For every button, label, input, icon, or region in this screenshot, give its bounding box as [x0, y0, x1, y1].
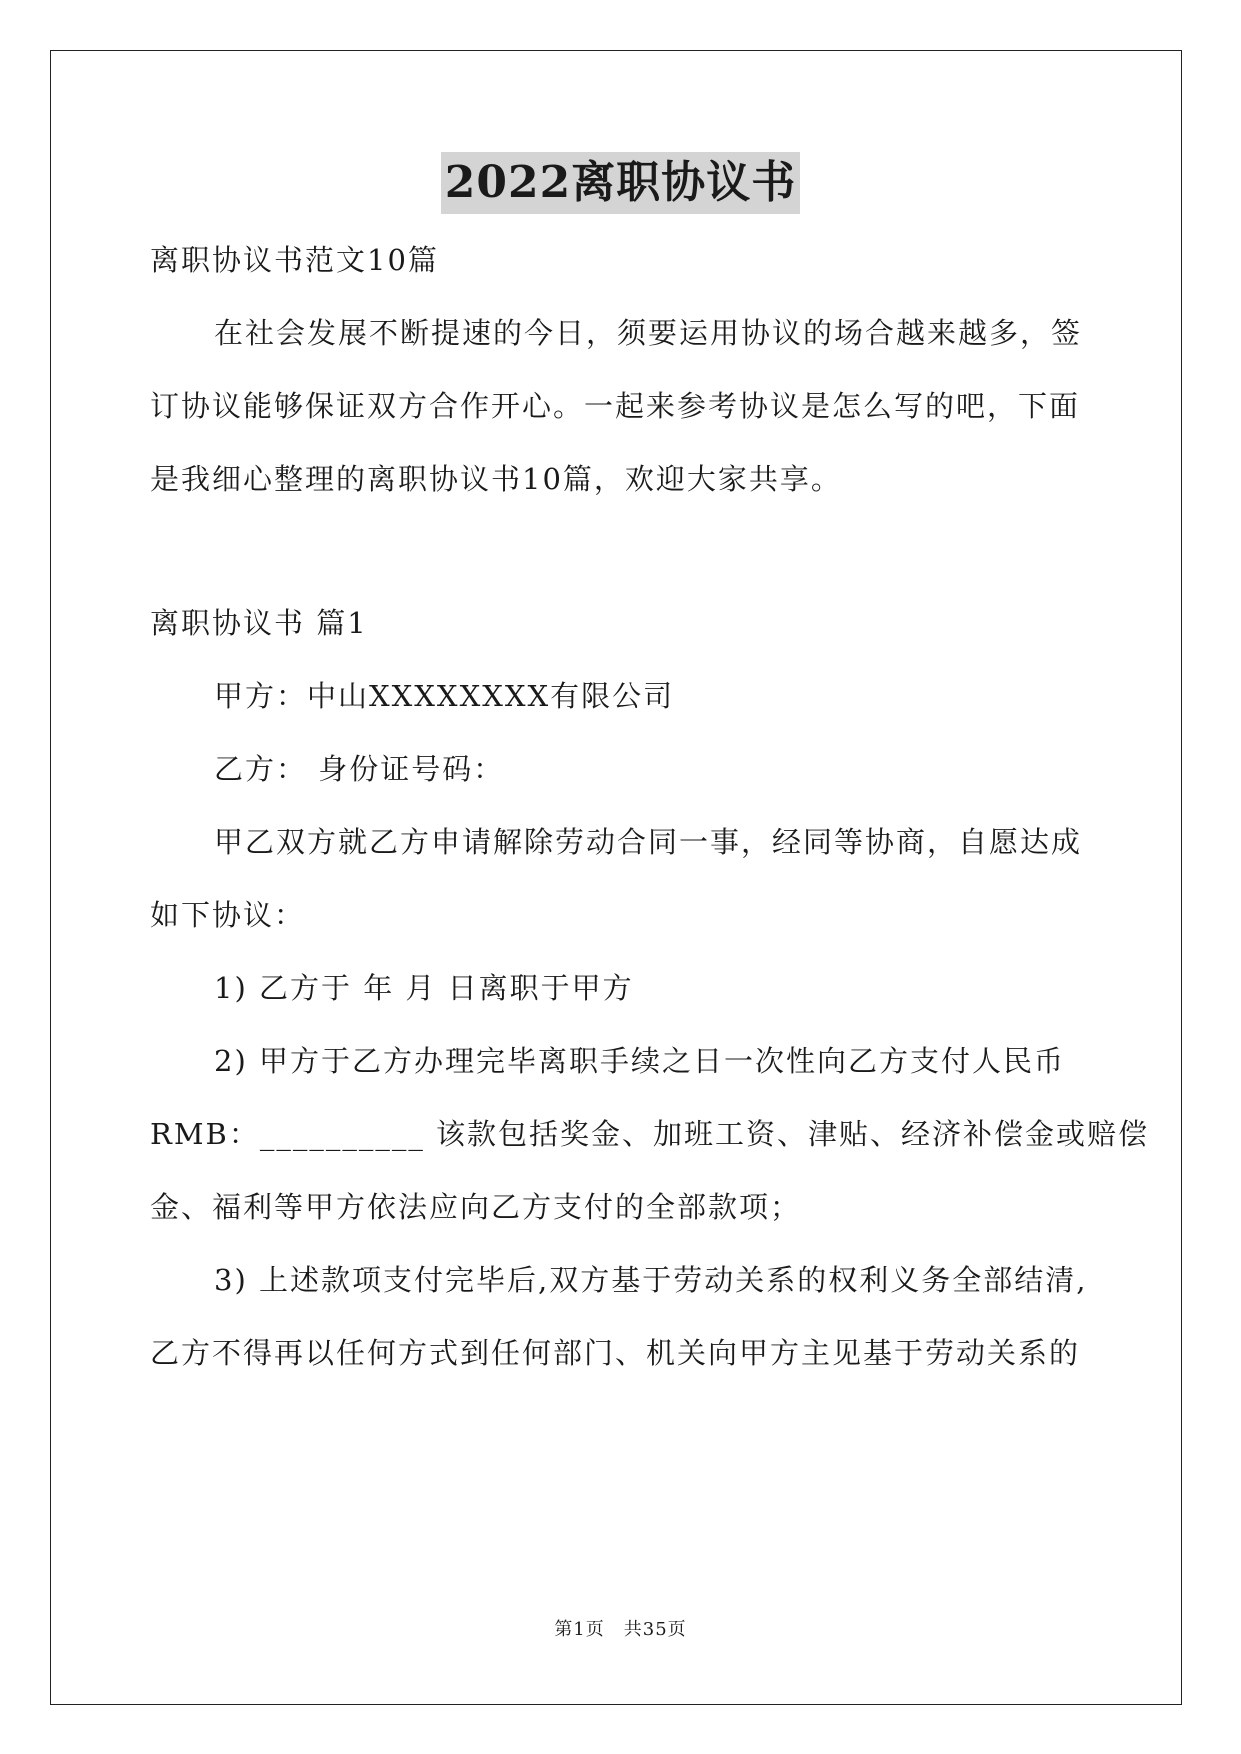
document-subtitle: 离职协议书范文10篇 — [150, 243, 439, 277]
intro-line-1: 在社会发展不断提速的今日，须要运用协议的场合越来越多，签 — [214, 316, 1083, 350]
page-footer: 第1页 共35页 — [554, 1619, 687, 1640]
document-title: 2022离职协议书 — [441, 152, 800, 214]
intro-line-2: 订协议能够保证双方合作开心。一起来参考协议是怎么写的吧，下面 — [150, 389, 1081, 423]
party-a-line: 甲方：中山XXXXXXXX有限公司 — [214, 679, 675, 713]
party-b-line: 乙方： 身份证号码： — [214, 752, 505, 786]
clause-2-line-2: RMB：__________ 该款包括奖金、加班工资、津贴、经济补偿金或赔偿 — [150, 1117, 1150, 1151]
title-container — [0, 152, 1241, 214]
agreement-intro-line-1: 甲乙双方就乙方申请解除劳动合同一事，经同等协商，自愿达成 — [214, 825, 1083, 859]
page-border — [50, 50, 1182, 1705]
agreement-intro-line-2: 如下协议： — [150, 898, 306, 932]
clause-3-line-1: 3) 上述款项支付完毕后,双方基于劳动关系的权利义务全部结清, — [214, 1263, 1088, 1297]
intro-line-3: 是我细心整理的离职协议书10篇，欢迎大家共享。 — [150, 462, 842, 496]
clause-3-line-2: 乙方不得再以任何方式到任何部门、机关向甲方主见基于劳动关系的 — [150, 1336, 1081, 1370]
clause-2-line-1: 2) 甲方于乙方办理完毕离职手续之日一次性向乙方支付人民币 — [214, 1044, 1065, 1078]
section-heading: 离职协议书 篇1 — [150, 606, 368, 640]
clause-1: 1) 乙方于 年 月 日离职于甲方 — [214, 971, 634, 1005]
clause-2-line-3: 金、福利等甲方依法应向乙方支付的全部款项； — [150, 1190, 802, 1224]
